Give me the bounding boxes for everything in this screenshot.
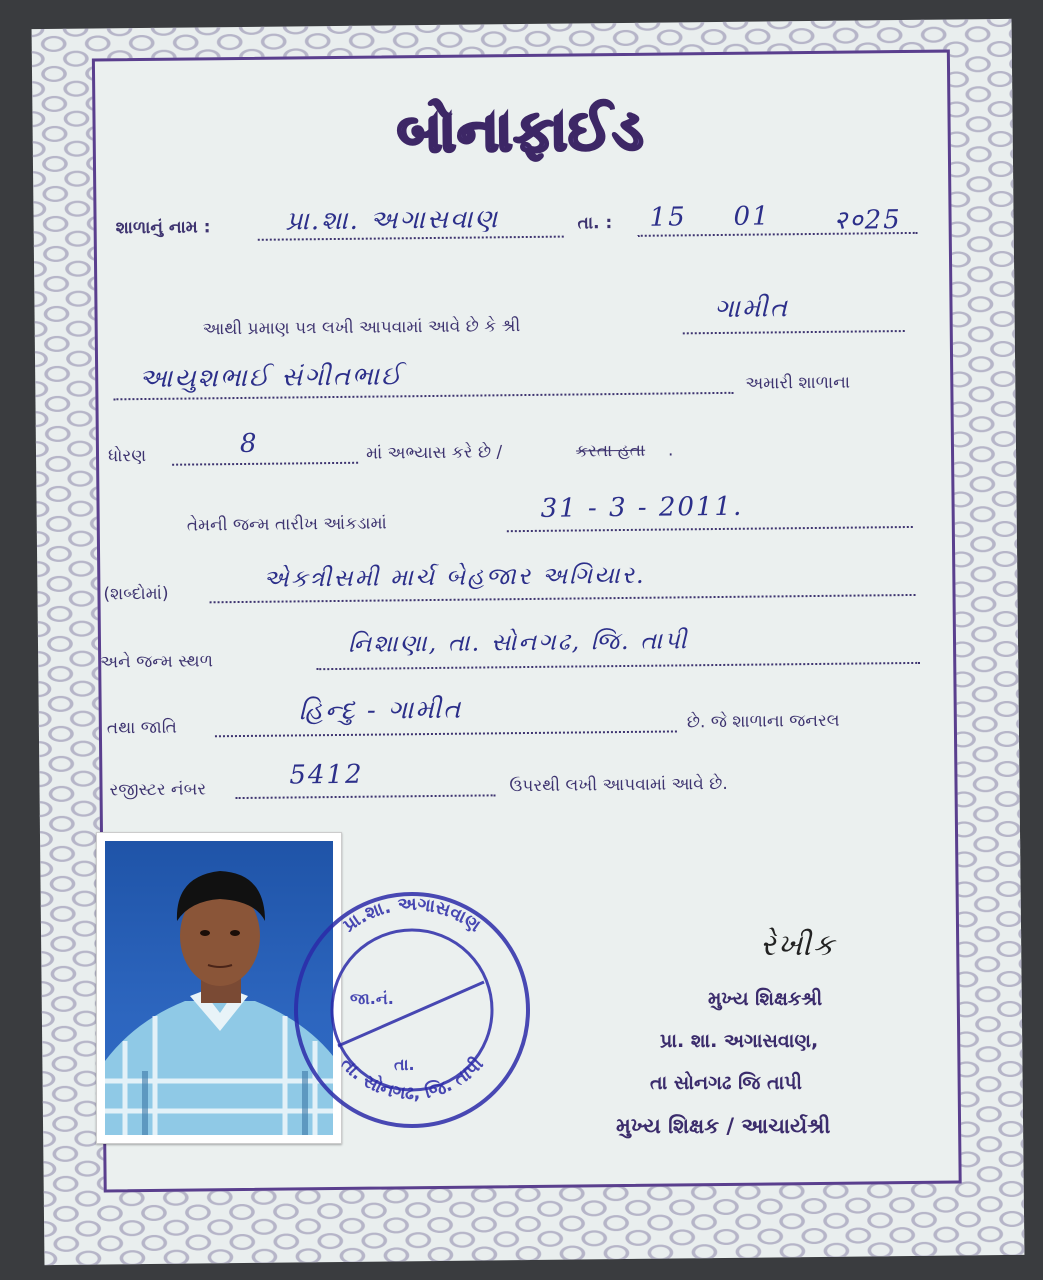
birthplace-value: નિશાણા, તા. સોનગઢ, જિ. તાપી — [347, 626, 689, 658]
certificate-heading: બોનાફાઈડ — [396, 97, 645, 165]
date-year: २०25 — [833, 205, 902, 236]
signature-location: તા સોનગઢ જિ તાપી — [650, 1072, 802, 1094]
school-seal-stamp — [288, 886, 536, 1134]
standard-label: ધોરણ — [107, 445, 147, 467]
line3-end: . — [667, 440, 674, 461]
birthdate-words-label: (શબ્દોમાં) — [103, 583, 169, 605]
stamp-field-date: તા. — [394, 1055, 415, 1074]
stamp-top-text: પ્રા.શા. અગાસવાણ — [339, 893, 485, 937]
signature-school: પ્રા. શા. અગાસવાણ, — [660, 1030, 819, 1052]
stamp-bottom-text: તા. સોનગઢ, જિ. તાપી — [336, 1053, 488, 1105]
line3-struck-text: કરતા હતા — [575, 440, 646, 462]
birthplace-label: અને જન્મ સ્થળ — [100, 651, 214, 673]
line7-text: છે. જે શાળાના જનરલ — [686, 710, 840, 733]
line1-text: આથી પ્રમાણ પત્ર લખી આપવામાં આવે છે કે શ્રી — [202, 316, 521, 340]
surname-value: ગામીત — [714, 293, 790, 325]
birthdate-digits-label: તેમની જન્મ તારીખ આંકડામાં — [186, 513, 387, 536]
line3-text: માં અભ્યાસ કરે છે / — [365, 442, 503, 464]
signature-title: મુખ્ય શિક્ષક / આચાર્યશ્રી — [616, 1114, 831, 1138]
date-month: 01 — [733, 201, 771, 232]
signature-role: મુખ્ય શિક્ષકશ્રી — [708, 988, 823, 1010]
stamp-field-inward-no: જા.નં. — [350, 989, 394, 1008]
birthdate-digits-value: 31 - 3 - 2011. — [540, 491, 744, 524]
school-name-value: પ્રા.શા. અગાસવાણ — [285, 204, 500, 237]
date-day: 15 — [649, 202, 687, 233]
caste-value: હિન્દુ - ગામીત — [298, 694, 463, 727]
birthdate-words-value: એકત્રીસમી માર્ચ બેહજાર અગિયાર. — [263, 560, 646, 593]
standard-value: 8 — [239, 428, 259, 460]
school-name-label: શાળાનું નામ : — [115, 217, 211, 239]
line8-text: ઉપરથી લખી આપવામાં આવે છે. — [509, 773, 728, 797]
date-label: તા. : — [577, 213, 613, 234]
student-name-value: આયુશભાઈ સંગીતભાઈ — [139, 361, 404, 395]
register-value: 5412 — [289, 759, 364, 791]
line2-text: અમારી શાળાના — [745, 372, 851, 394]
register-label: રજીસ્ટર નંબર — [109, 779, 207, 801]
caste-label: તથા જાતિ — [106, 717, 177, 739]
signature-scribble: રેખીક — [760, 928, 836, 963]
